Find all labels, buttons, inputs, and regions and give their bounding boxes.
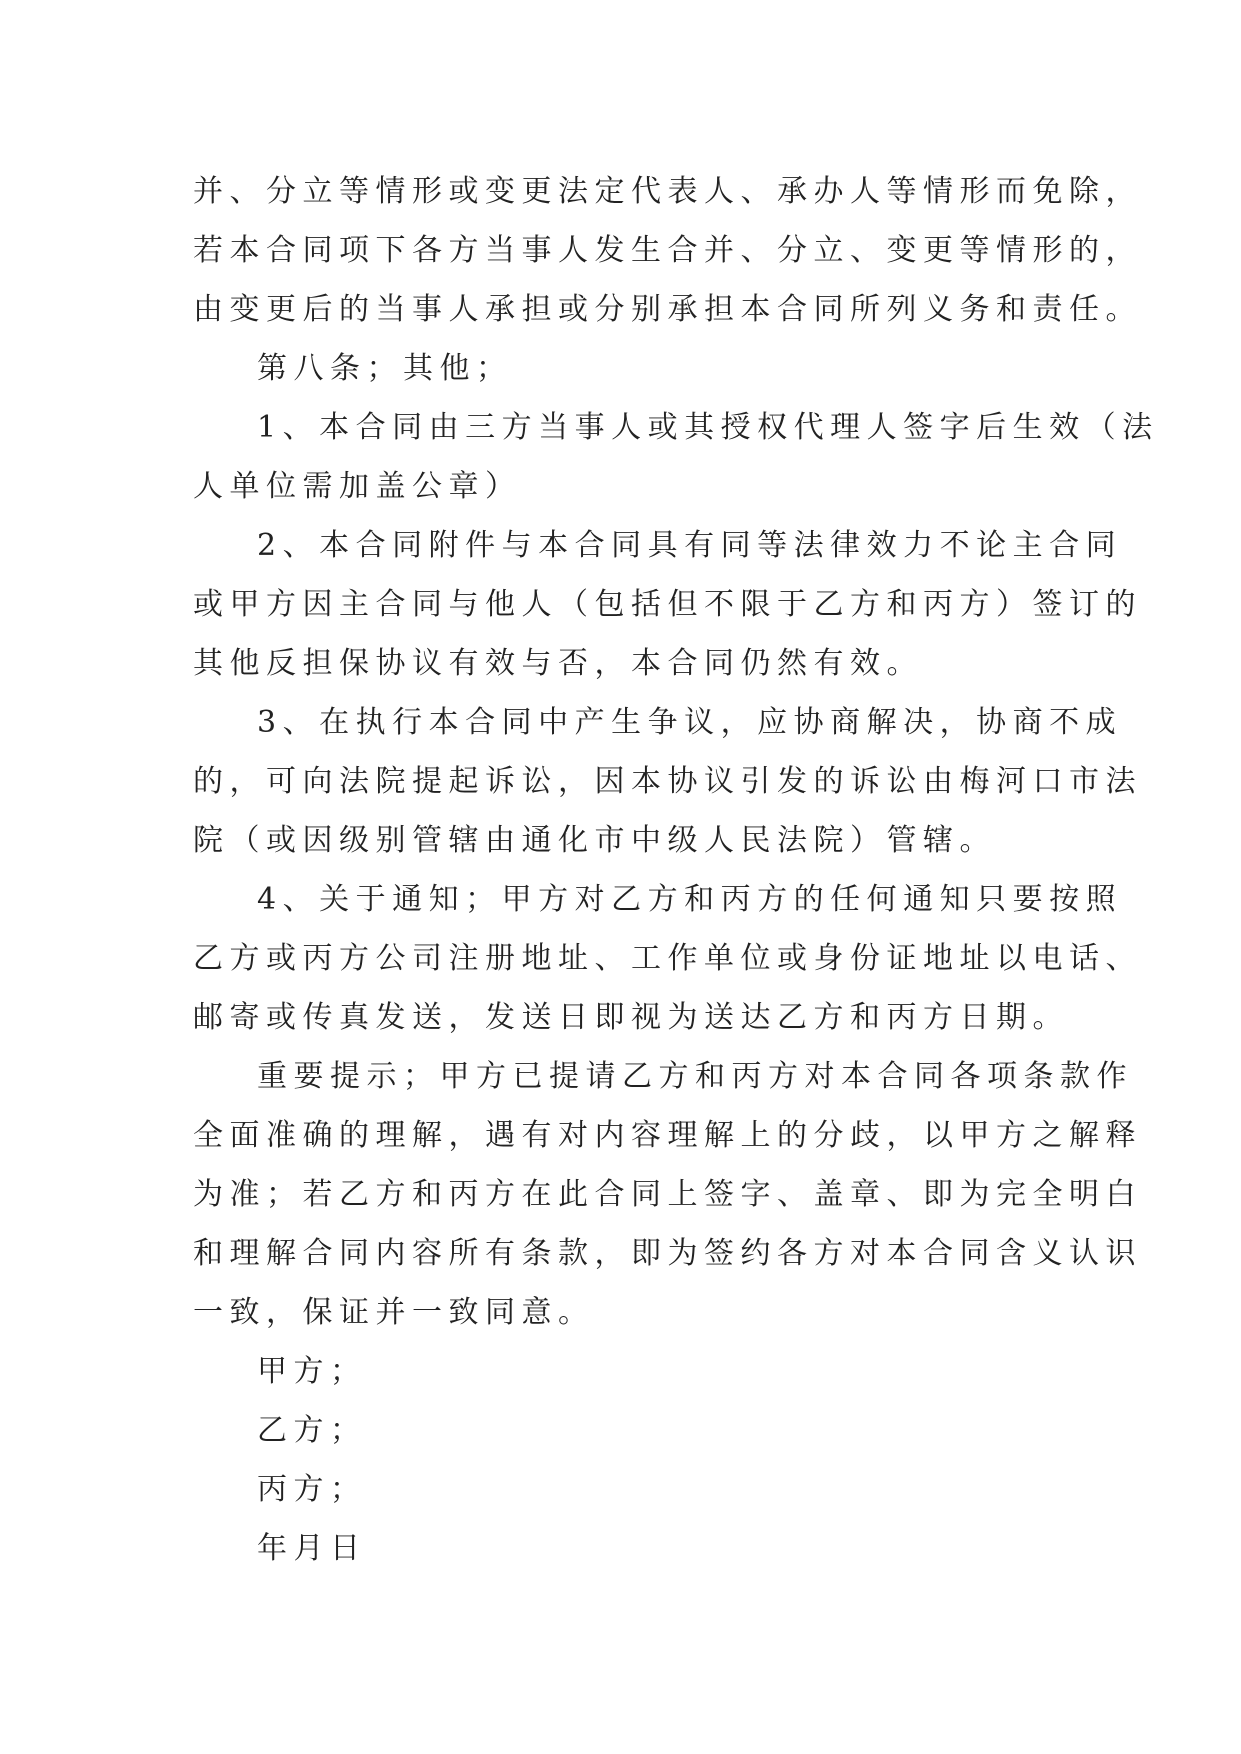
clause-4-line-2: 乙方或丙方公司注册地址、工作单位或身份证地址以电话、: [193, 941, 1142, 976]
notice-line-2: 全面准确的理解，遇有对内容理解上的分歧，以甲方之解释: [193, 1118, 1142, 1153]
clause-3-line-3: 院（或因级别管辖由通化市中级人民法院）管辖。: [193, 823, 996, 858]
notice-line-3: 为准；若乙方和丙方在此合同上签字、盖章、即为完全明白: [193, 1177, 1142, 1212]
clause-4-line-1: 4、关于通知；甲方对乙方和丙方的任何通知只要按照: [257, 882, 1123, 917]
party-c-signature: 丙方；: [257, 1472, 367, 1507]
clause-4-line-3: 邮寄或传真发送，发送日即视为送达乙方和丙方日期。: [193, 1000, 1069, 1035]
notice-line-5: 一致，保证并一致同意。: [193, 1295, 595, 1330]
date-line: 年月日: [257, 1531, 367, 1566]
clause-2-line-2: 或甲方因主合同与他人（包括但不限于乙方和丙方）签订的: [193, 587, 1142, 622]
clause-3-line-1: 3、在执行本合同中产生争议，应协商解决，协商不成: [257, 705, 1123, 740]
text-line-1: 并、分立等情形或变更法定代表人、承办人等情形而免除，: [193, 174, 1142, 209]
notice-line-4: 和理解合同内容所有条款，即为签约各方对本合同含义认识: [193, 1236, 1142, 1271]
clause-1-line-2: 人单位需加盖公章）: [193, 469, 522, 504]
article-8-heading: 第八条；其他；: [257, 351, 513, 386]
party-b-signature: 乙方；: [257, 1413, 367, 1448]
notice-line-1: 重要提示；甲方已提请乙方和丙方对本合同各项条款作: [257, 1059, 1133, 1094]
text-line-2: 若本合同项下各方当事人发生合并、分立、变更等情形的，: [193, 233, 1142, 268]
clause-3-line-2: 的，可向法院提起诉讼，因本协议引发的诉讼由梅河口市法: [193, 764, 1142, 799]
clause-2-line-1: 2、本合同附件与本合同具有同等法律效力不论主合同: [257, 528, 1123, 563]
clause-1-line-1: 1、本合同由三方当事人或其授权代理人签字后生效（法: [257, 410, 1159, 445]
document-body: [193, 162, 1159, 1578]
clause-2-line-3: 其他反担保协议有效与否，本合同仍然有效。: [193, 646, 923, 681]
party-a-signature: 甲方；: [257, 1354, 367, 1389]
text-line-3: 由变更后的当事人承担或分别承担本合同所列义务和责任。: [193, 292, 1142, 327]
